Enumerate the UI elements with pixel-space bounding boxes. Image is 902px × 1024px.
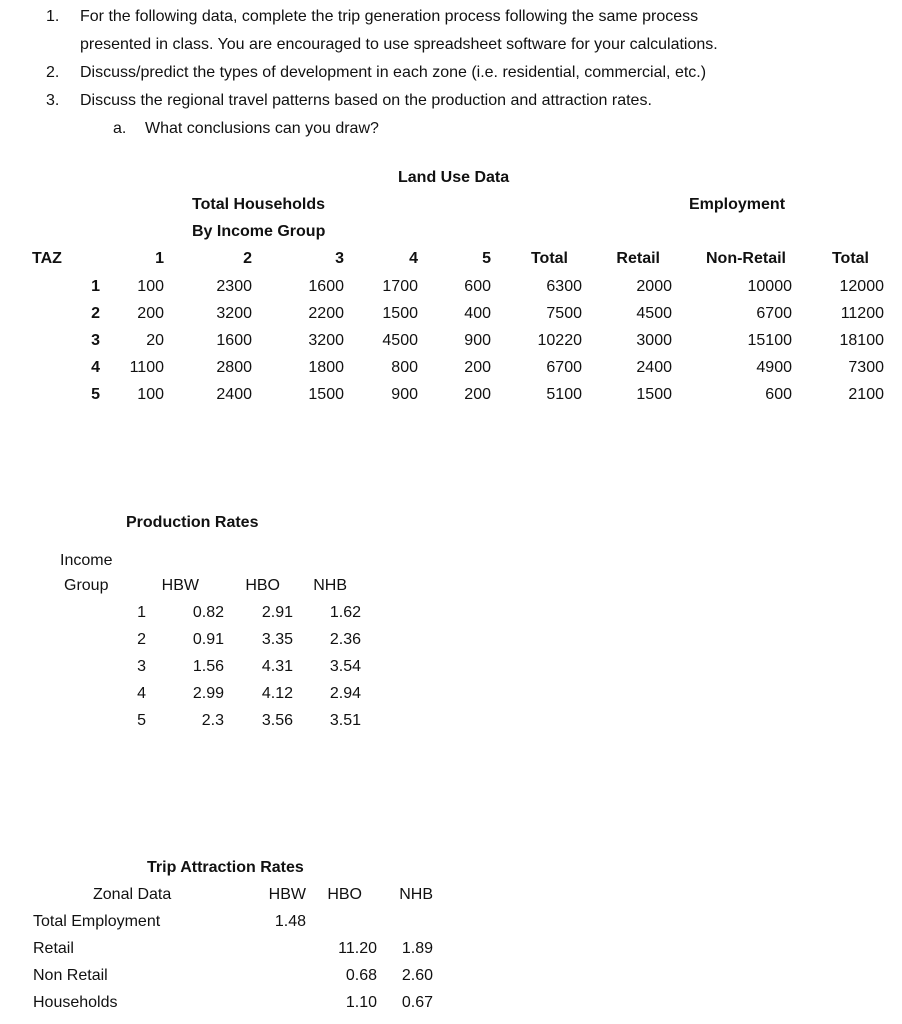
table-cell: 11.20 [338,940,377,957]
row-label: Total Employment [33,913,161,930]
table-cell: 10000 [747,278,792,295]
employment-title: Employment [689,196,786,213]
table-cell: 10220 [537,332,582,349]
table-cell: 1100 [129,359,164,376]
column-header: HBO [327,886,362,903]
table-cell: 2.36 [329,631,361,648]
table-cell: 400 [464,305,491,322]
table-cell: 1700 [382,278,418,295]
table-cell: 4900 [756,359,792,376]
table-cell: 15100 [747,332,792,349]
households-subtitle: By Income Group [192,223,326,240]
column-header: NHB [399,886,433,903]
instruction-text: Discuss/predict the types of development in each zone (i.e. residential, commercial, etc.) [80,64,707,81]
table-cell: 200 [464,359,491,376]
taz-id: 1 [91,278,100,295]
item-number: 1. [46,8,60,25]
column-header: HBO [245,577,280,594]
column-header: Total [831,250,869,267]
column-header: HBW [268,886,306,903]
column-header: TAZ [32,250,62,267]
table-cell: 6700 [546,359,582,376]
item-number: 2. [46,64,60,81]
table-cell: 2000 [636,278,672,295]
table-cell: 4500 [382,332,418,349]
table-cell: 2400 [216,386,252,403]
table-cell: 7500 [546,305,582,322]
table-cell: 1600 [308,278,344,295]
table-cell: 0.67 [401,994,433,1011]
table-cell: 900 [464,332,491,349]
taz-id: 3 [91,332,100,349]
table-cell: 2.60 [401,967,433,984]
table-cell: 18100 [839,332,884,349]
table-cell: 2.91 [261,604,293,621]
table-cell: 2800 [216,359,252,376]
table-cell: 1500 [308,386,344,403]
table-cell: 1500 [636,386,672,403]
table-cell: 0.91 [192,631,224,648]
table-cell: 600 [765,386,792,403]
item-number: 3. [46,92,60,109]
table-cell: 2.99 [192,685,224,702]
table-cell: 20 [146,332,164,349]
table-cell: 2.3 [201,712,224,729]
table-cell: 12000 [839,278,884,295]
column-header: 2 [243,250,252,267]
column-header: 4 [409,250,418,267]
table-cell: 3.35 [261,631,293,648]
table-cell: 3.56 [261,712,293,729]
row-label: Households [33,994,118,1011]
income-group-id: 5 [137,712,146,729]
column-header: Non-Retail [706,250,786,267]
table-cell: 11200 [840,305,884,322]
table-cell: 6300 [546,278,582,295]
table-cell: 1.48 [274,913,306,930]
table-cell: 1.89 [401,940,433,957]
zonal-data-label: Zonal Data [93,886,172,903]
table-cell: 7300 [848,359,884,376]
table-cell: 0.68 [345,967,377,984]
column-header: NHB [313,577,347,594]
column-header: 3 [335,250,344,267]
table-cell: 3200 [308,332,344,349]
income-group-id: 4 [137,685,146,702]
sub-item-letter: a. [113,120,127,137]
table-cell: 200 [137,305,164,322]
table-cell: 100 [137,278,164,295]
table-cell: 1.10 [345,994,377,1011]
attraction-title: Trip Attraction Rates [147,859,304,876]
table-cell: 2.94 [329,685,361,702]
table-cell: 4.12 [261,685,293,702]
table-cell: 2400 [636,359,672,376]
table-cell: 2100 [848,386,884,403]
table-cell: 600 [464,278,491,295]
table-cell: 3.54 [329,658,361,675]
table-cell: 800 [391,359,418,376]
taz-id: 5 [91,386,100,403]
table-cell: 1.56 [192,658,224,675]
instruction-text: Discuss the regional travel patterns based on the production and attraction rates. [80,92,652,109]
column-header: HBW [161,577,199,594]
column-header: Retail [616,250,660,267]
instruction-text: presented in class. You are encouraged to use spreadsheet software for your calculations. [80,36,718,53]
table-cell: 0.82 [192,604,224,621]
column-header: 1 [155,250,164,267]
taz-id: 4 [91,359,100,376]
row-label: Non Retail [33,967,108,984]
table-cell: 900 [391,386,418,403]
table-cell: 1.62 [329,604,361,621]
households-title: Total Households [192,196,326,213]
table-cell: 100 [137,386,164,403]
table-cell: 2300 [216,278,252,295]
instruction-text: What conclusions can you draw? [145,120,379,137]
income-label: Income [60,552,113,569]
table-cell: 3.51 [329,712,361,729]
income-group-id: 3 [137,658,146,675]
column-header: Total [530,250,568,267]
group-label: Group [64,577,109,594]
table-cell: 1600 [216,332,252,349]
instruction-text: For the following data, complete the trip generation process following the same process [80,8,699,25]
table-cell: 4500 [636,305,672,322]
taz-id: 2 [91,305,100,322]
table-cell: 4.31 [261,658,293,675]
row-label: Retail [33,940,74,957]
land-use-title: Land Use Data [398,169,510,186]
income-group-id: 1 [137,604,146,621]
table-cell: 3200 [216,305,252,322]
table-cell: 200 [464,386,491,403]
table-cell: 1800 [308,359,344,376]
income-group-id: 2 [137,631,146,648]
table-cell: 6700 [756,305,792,322]
table-cell: 3000 [636,332,672,349]
table-cell: 1500 [382,305,418,322]
table-cell: 5100 [546,386,582,403]
production-title: Production Rates [126,514,259,531]
table-cell: 2200 [308,305,344,322]
column-header: 5 [482,250,491,267]
